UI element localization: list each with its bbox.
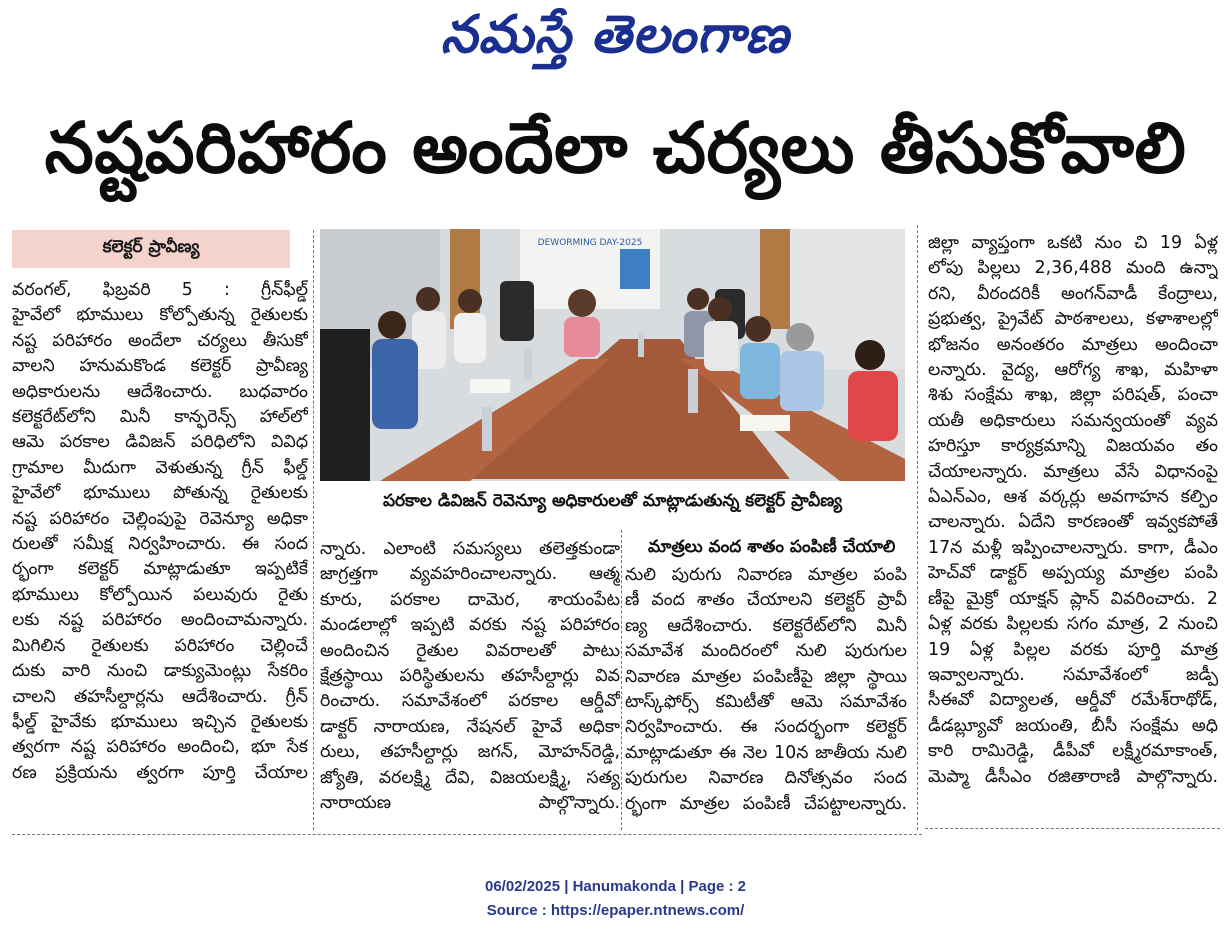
article-line: దుకు వారి నుంచి డాక్యుమెంట్లు సేకరిం xyxy=(12,661,308,682)
section-rule xyxy=(925,828,1220,829)
article-line: రించారు. సమావేశంలో పరకాల ఆర్డీవో xyxy=(320,691,620,712)
masthead-logo: నమస్తే తెలంగాణ xyxy=(440,4,790,65)
article-line: పురుగుల నివారణ దినోత్సవం సంద xyxy=(625,768,907,789)
article-line: నిర్వహించారు. ఈ సందర్భంగా కలెక్టర్ xyxy=(625,717,907,738)
article-line: నివారణ మాత్రల పంపిణీపై జిల్లా స్థాయి xyxy=(625,666,907,687)
article-column-1 xyxy=(12,278,308,786)
article-line: ణ్య ఆదేశించారు. కలెక్టరేట్‌లోని మినీ xyxy=(625,615,907,636)
column-divider xyxy=(313,230,314,830)
article-line: రులు, తహసీల్దార్లు జగన్, మోహన్‌రెడ్డి, xyxy=(320,742,620,763)
article-line: ణీపై మైక్రో యాక్షన్ ప్లాన్ వివరించారు. 2 xyxy=(928,588,1218,609)
article-line: నారాయణ పాల్గొన్నారు. xyxy=(320,793,620,814)
article-line: ఏఎన్ఎం, ఆశ వర్కర్లు అవగాహన కల్పిం xyxy=(928,487,1218,508)
column-divider xyxy=(917,225,918,830)
article-line: మాట్లాడుతూ ఈ నెల 10న జాతీయ నులి xyxy=(625,742,907,763)
article-line: హైవేలో భూములు పోతున్న రైతులకు xyxy=(12,483,308,504)
article-line: 17న మళ్లీ ఇప్పించాలన్నారు. కాగా, డీఎం xyxy=(928,537,1218,558)
footer-date-page: 06/02/2025 | Hanumakonda | Page : 2 xyxy=(484,878,746,895)
article-line: భూములు కోల్పోయిన పలువురు రైతు xyxy=(12,584,308,605)
article-line: శిశు సంక్షేమ శాఖ, జిల్లా పరిషత్, పంచా xyxy=(928,385,1218,406)
article-line: జ్యోతి, వరలక్ష్మి దేవి, విజయలక్ష్మి, సత్య xyxy=(320,767,620,788)
article-line: వరంగల్, ఫిబ్రవరి 5 : గ్రీన్‌ఫీల్డ్ xyxy=(12,280,308,300)
article-line: సీఈవో విద్యాలత, ఆర్డీవో రమేశ్‌రాథోడ్, xyxy=(928,690,1218,711)
footer-source: Source : https://epaper.ntnews.com/ xyxy=(486,902,745,919)
article-line: ర్భంగా కలెక్టర్ మాట్లాడుతూ ఇప్పటికే xyxy=(12,559,308,580)
article-line: చాలని తహసీల్దార్లను ఆదేశించారు. గ్రీన్ xyxy=(12,686,308,707)
article-line: అందించిన రైతుల వివరాలతో పాటు xyxy=(320,640,620,661)
article-line: నష్ట పరిహారం అందేలా చర్యలు తీసుకో xyxy=(12,330,308,351)
article-line: ర్భంగా మాత్రల పంపిణీ చేపట్టాలన్నారు. xyxy=(625,793,907,814)
article-line: సమావేశ మందిరంలో నులి పురుగుల xyxy=(625,641,907,662)
article-line: లోపు పిల్లలు 2,36,488 మంది ఉన్నా xyxy=(928,258,1218,279)
article-line: జిల్లా వ్యాప్తంగా ఒకటి నుం చి 19 ఏళ్ల xyxy=(928,233,1218,253)
article-line: చేయాలన్నారు. మాత్రలు వేసే విధానంపై xyxy=(928,461,1218,482)
article-line: హెచ్‌వో డాక్టర్ అప్పయ్య మాత్రల పంపి xyxy=(928,563,1218,584)
column-divider xyxy=(621,530,622,830)
article-column-3 xyxy=(625,563,907,817)
article-line: ణీ వంద శాతం చేయాలని కలెక్టర్ ప్రావీ xyxy=(625,590,907,611)
article-line: రులతో సమీక్ష నిర్వహించారు. ఈ సంద xyxy=(12,534,308,555)
byline: కలెక్టర్ ప్రావీణ్య xyxy=(12,230,290,268)
article-column-2 xyxy=(320,537,620,816)
article-line: మిగిలిన రైతులకు పరిహారం చెల్లించే xyxy=(12,635,308,656)
article-line: అధికారులను ఆదేశించారు. బుధవారం xyxy=(12,381,308,402)
article-line: మండలాల్లో ఇప్పటి వరకు నష్ట పరిహారం xyxy=(320,615,620,636)
article-line: 19 ఏళ్ల పిల్లల వరకు పూర్తి మాత్ర xyxy=(928,639,1218,660)
article-line: కారి రామిరెడ్డి, డీపీవో లక్ష్మీరమాకాంత్, xyxy=(928,741,1218,762)
article-line: భోజనం అనంతరం మాత్రలు అందించా xyxy=(928,334,1218,355)
article-line: క్షేత్రస్థాయి పరిస్థితులను తహసీల్దార్లు వివ xyxy=(320,666,620,687)
photo-caption: పరకాల డివిజన్ రెవెన్యూ అధికారులతో మాట్లాడుతున్న కలెక్టర్ ప్రావీణ్య xyxy=(382,491,843,511)
banner-text: DEWORMING DAY-2025 xyxy=(537,238,643,248)
article-line: త్వరగా నష్ట పరిహారం అందించి, భూ సేక xyxy=(12,737,308,758)
article-line: రణ ప్రక్రియను త్వరగా పూర్తి చేయాల xyxy=(12,762,308,783)
article-line: జాగ్రత్తగా వ్యవహరించాలన్నారు. ఆత్మ xyxy=(320,564,620,585)
meeting-photo xyxy=(320,229,905,481)
article-line: హరిస్తూ కార్యక్రమాన్ని విజయవం తం xyxy=(928,436,1218,457)
article-line: మెప్మా డీసీఎం రజితారాణి పాల్గొన్నారు. xyxy=(928,766,1218,787)
article-line: న్నారు. ఎలాంటి సమస్యలు తలెత్తకుండా xyxy=(320,539,620,559)
article-line: గ్రామాల మీదుగా వెళుతున్న గ్రీన్ ఫీల్డ్ xyxy=(12,457,308,478)
section-rule xyxy=(12,834,922,835)
article-column-4 xyxy=(928,231,1218,790)
article-line: లకు నష్ట పరిహారం అందించామన్నారు. xyxy=(12,610,308,631)
headline: నష్టపరిహారం అందేలా చర్యలు తీసుకోవాలి xyxy=(44,106,1187,189)
article-line: కలెక్టరేట్‌లోని మినీ కాన్ఫరెన్స్ హాల్‌లో xyxy=(12,407,308,428)
article-line: ఆమె పరకాల డివిజన్ పరిధిలోని వివిధ xyxy=(12,432,308,453)
article-line: టాస్క్‌ఫోర్స్ కమిటీతో ఆమె సమావేశం xyxy=(625,692,907,713)
article-line: చాలన్నారు. ఏదేని కారణంతో ఇవ్వకపోతే xyxy=(928,512,1218,533)
article-line: నష్ట పరిహారం చెల్లింపుపై రెవెన్యూ అధికా xyxy=(12,508,308,529)
article-line: వాలని హనుమకొండ కలెక్టర్ ప్రావీణ్య xyxy=(12,356,308,377)
article-line: ఏళ్ల వరకు పిల్లలకు సగం మాత్ర, 2 నుంచి xyxy=(928,614,1218,635)
article-line: ప్రభుత్వ, ప్రైవేట్ పాఠశాలలు, కళాశాలల్లో xyxy=(928,309,1218,330)
article-line: నులి పురుగు నివారణ మాత్రల పంపి xyxy=(625,565,907,585)
article-line: హైవేలో భూములు కోల్పోతున్న రైతులకు xyxy=(12,305,308,326)
article-line: లన్నారు. వైద్య, ఆరోగ్య శాఖ, మహిళా xyxy=(928,360,1218,381)
article-line: ఇవ్వాలన్నారు. సమావేశంలో జడ్పీ xyxy=(928,664,1218,685)
article-line: డాక్టర్ నారాయణ, నేషనల్ హైవే అధికా xyxy=(320,716,620,737)
article-line: డీడబ్ల్యూవో జయంతి, బీసీ సంక్షేమ అధి xyxy=(928,715,1218,736)
article-subheading: మాత్రలు వంద శాతం పంపిణీ చేయాలి xyxy=(648,537,896,557)
article-line: కూరు, పరకాల దామెర, శాయంపేట xyxy=(320,589,620,610)
article-line: యతీ అధికారులు సమన్వయంతో వ్యవ xyxy=(928,410,1218,431)
article-line: రని, వీరందరికీ అంగన్‌వాడీ కేంద్రాలు, xyxy=(928,283,1218,304)
article-line: ఫీల్డ్ హైవేకు భూములు ఇచ్చిన రైతులకు xyxy=(12,711,308,732)
article-photo xyxy=(320,229,905,481)
